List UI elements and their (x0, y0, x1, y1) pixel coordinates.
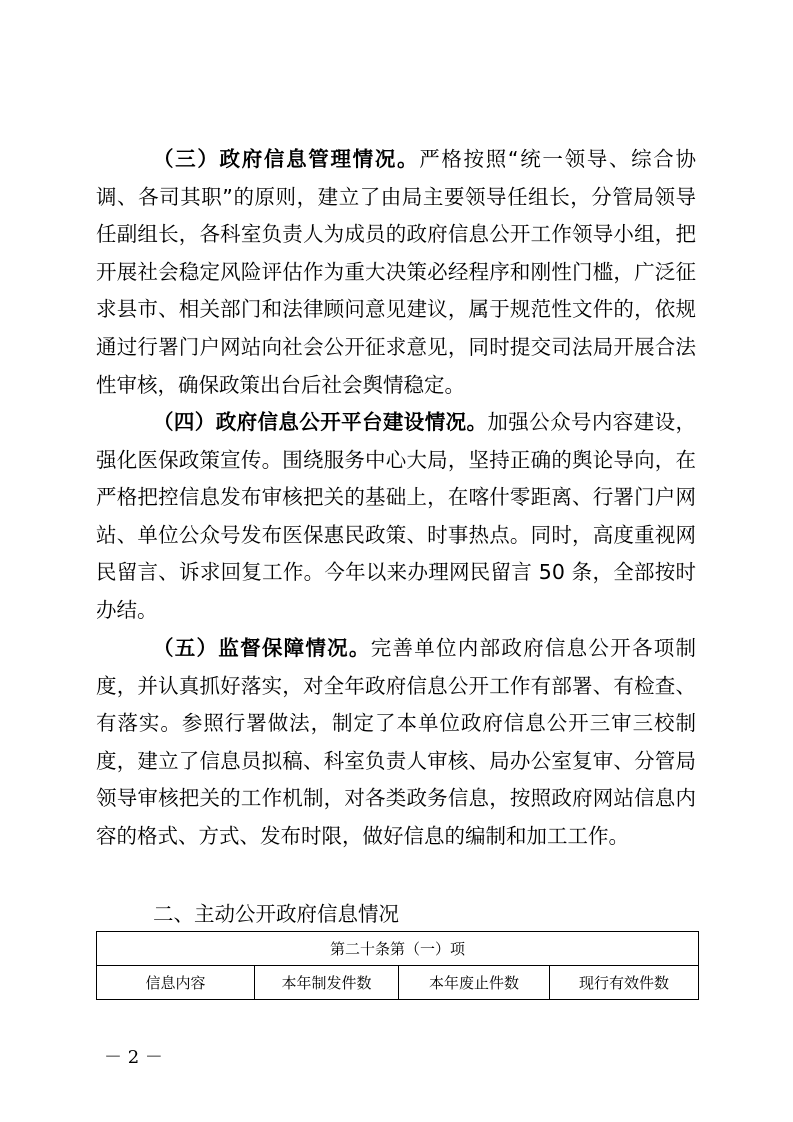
table-header-row (97, 966, 699, 1000)
table-header-cell: 现行有效件数 (550, 966, 699, 1000)
paragraph-3-heading: （三）政府信息管理情况。 (153, 147, 420, 171)
paragraph-5-body: 完善单位内部政府信息公开各项制度，并认真抓好落实，对全年政府信息公开工作有部署、有检查、有落实。参照行署做法，制定了本单位政府信息公开三审三校制度，建立了信息员拟稿、科室负责人审核、局办公室复审、分管局领导审核把关的工作机制，对各类政务信息，按照政府网站信息内容的格式、方式、发布时限，做好信息的编制和加工工作。 (96, 636, 697, 848)
section-heading: 二、主动公开政府信息情况 (153, 902, 399, 926)
paragraph-4-body: 加强公众号内容建设，强化医保政策宣传。围绕服务中心大局，坚持正确的舆论导向，在严格把控信息发布审核把关的基础上，在喀什零距离、行署门户网站、单位公众号发布医保惠民政策、时事热点。同时，高度重视网民留言、诉求回复工作。今年以来办理网民留言 50 条，全部按时办结。 (96, 410, 697, 622)
paragraph-5-heading: （五）监督保障情况。 (153, 636, 371, 660)
table-header-cell: 信息内容 (97, 966, 255, 1000)
paragraph-5 (96, 630, 696, 856)
paragraph-3-body: 严格按照“统一领导、综合协调、各司其职”的原则，建立了由局主要领导任组长，分管局领导任副组长，各科室负责人为成员的政府信息公开工作领导小组，把开展社会稳定风险评估作为重大决策必经程序和刚性门槛，广泛征求县市、相关部门和法律顾问意见建议，属于规范性文件的，依规通过行署门户网站向社会公开征求意见，同时提交司法局开展合法性审核，确保政策出台后社会舆情稳定。 (96, 147, 696, 397)
table-header-cell: 本年制发件数 (255, 966, 399, 1000)
paragraph-3 (96, 141, 696, 404)
paragraph-4-heading: （四）政府信息公开平台建设情况。 (153, 410, 488, 434)
table-title: 第二十条第（一）项 (97, 932, 699, 966)
table-title-row (97, 932, 699, 966)
page-number: － 2 － (104, 1047, 163, 1068)
paragraph-4 (96, 404, 696, 630)
info-table (96, 931, 699, 1000)
table-header-cell: 本年废止件数 (399, 966, 550, 1000)
